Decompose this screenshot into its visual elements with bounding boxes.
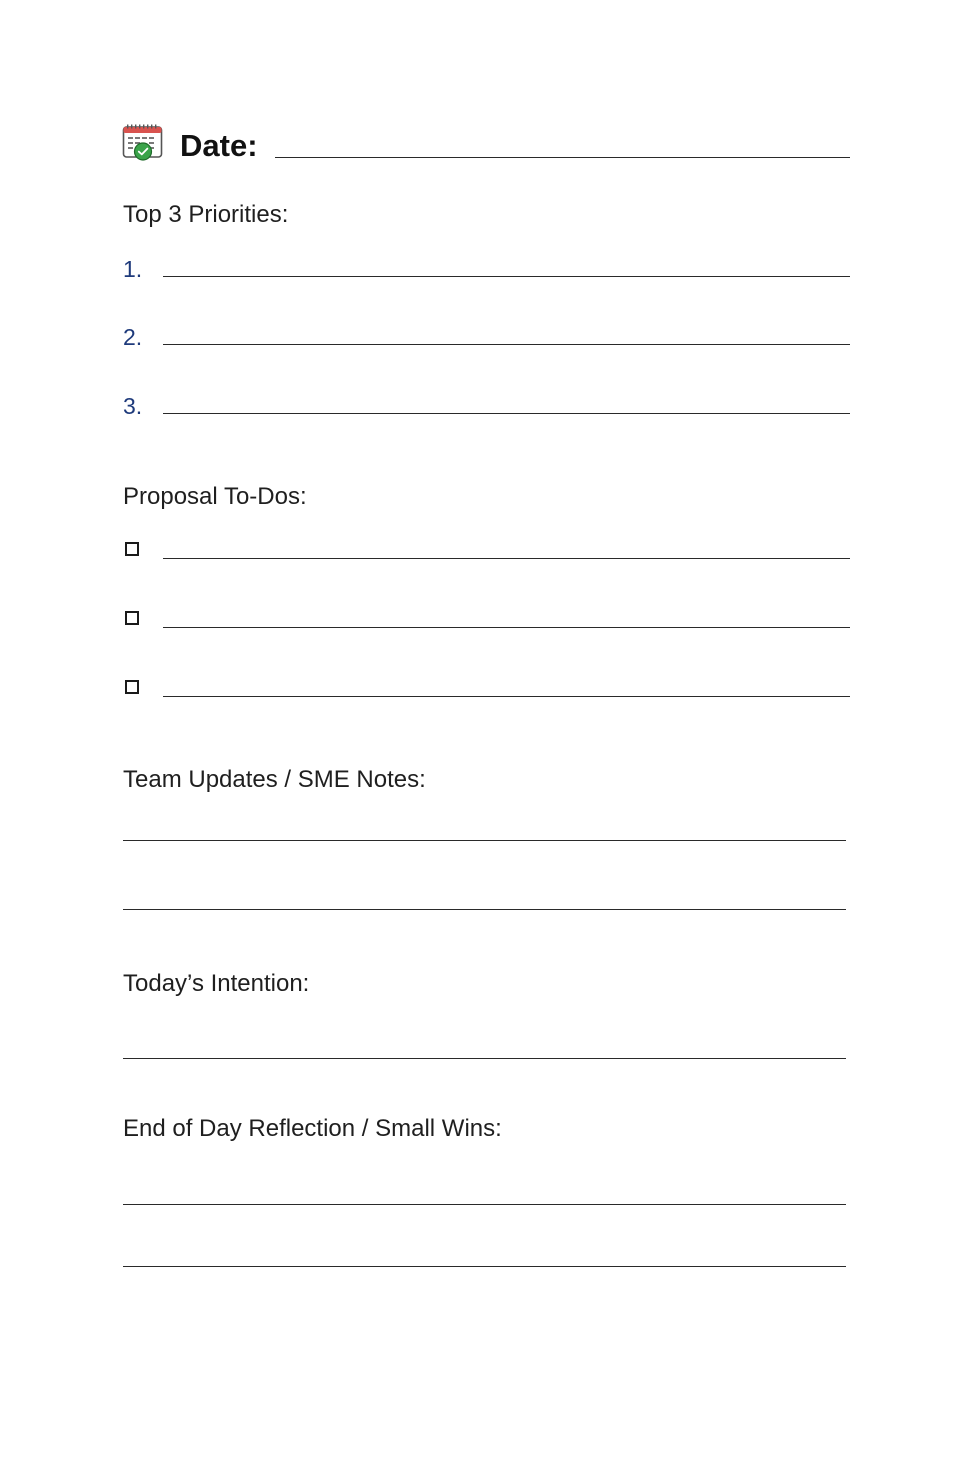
priority-number-3: 3.	[123, 393, 143, 419]
todo-write-line-2[interactable]	[163, 627, 850, 628]
team-updates-write-line-2[interactable]	[123, 909, 846, 910]
priority-write-line-3[interactable]	[163, 413, 850, 414]
priority-write-line-1[interactable]	[163, 276, 850, 277]
date-write-line[interactable]	[275, 157, 850, 158]
todo-write-line-1[interactable]	[163, 558, 850, 559]
intention-title: Today’s Intention:	[123, 970, 310, 997]
todo-checkbox-1[interactable]	[125, 542, 139, 556]
reflection-write-line-2[interactable]	[123, 1266, 846, 1267]
todo-write-line-3[interactable]	[163, 696, 850, 697]
reflection-write-line-1[interactable]	[123, 1204, 846, 1205]
priority-write-line-2[interactable]	[163, 344, 850, 345]
reflection-title: End of Day Reflection / Small Wins:	[123, 1115, 502, 1142]
priority-number-1: 1.	[123, 256, 143, 282]
priority-number-2: 2.	[123, 324, 143, 350]
calendar-check-icon	[122, 124, 164, 162]
priorities-title: Top 3 Priorities:	[123, 201, 289, 228]
todo-checkbox-3[interactable]	[125, 680, 139, 694]
date-label: Date:	[180, 128, 258, 163]
todo-checkbox-2[interactable]	[125, 611, 139, 625]
todos-title: Proposal To-Dos:	[123, 483, 307, 510]
team-updates-title: Team Updates / SME Notes:	[123, 766, 426, 793]
intention-write-line[interactable]	[123, 1058, 846, 1059]
team-updates-write-line-1[interactable]	[123, 840, 846, 841]
